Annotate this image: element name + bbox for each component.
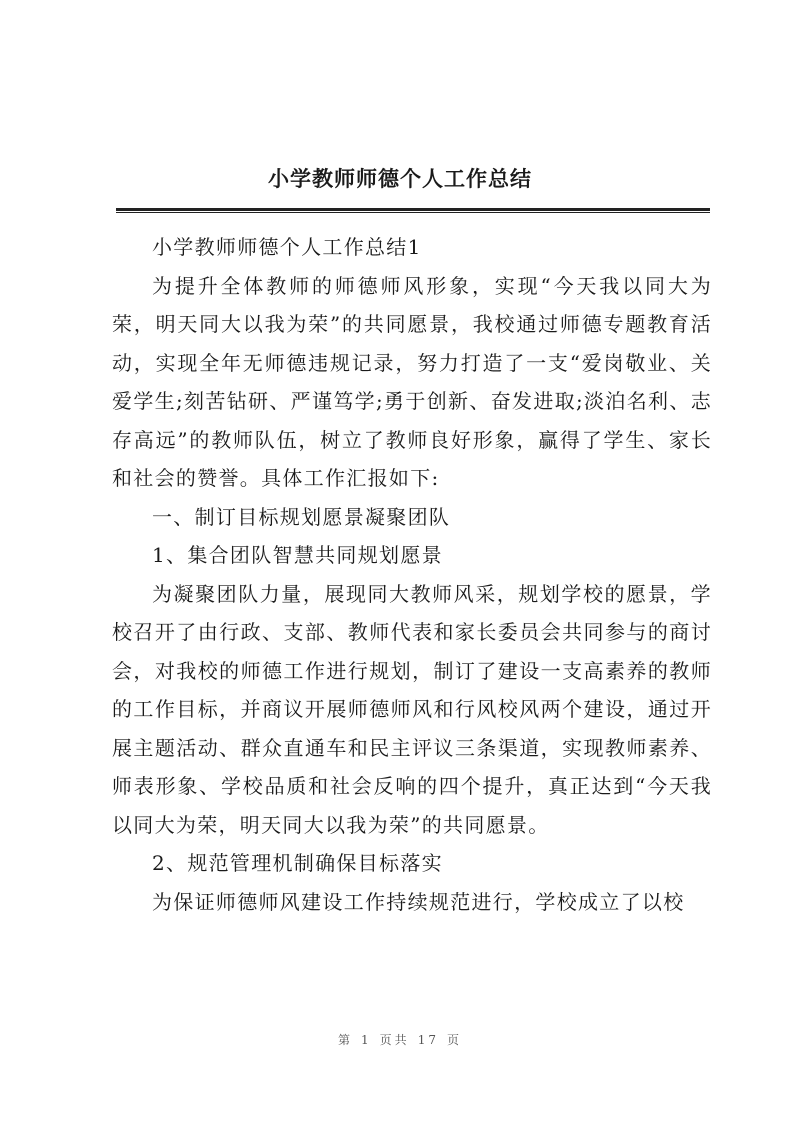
- section-heading: 一、制订目标规划愿景凝聚团队: [152, 504, 451, 529]
- current-page-number: 1: [361, 1033, 372, 1047]
- body-paragraph: 为保证师德师风建设工作持续规范进行，学校成立了以校: [152, 889, 685, 914]
- subsection-heading: 2、规范管理机制确保目标落实: [152, 851, 443, 875]
- title-divider: [116, 208, 710, 213]
- total-pages-number: 17: [417, 1033, 439, 1047]
- section-heading: 小学教师师德个人工作总结1: [152, 235, 422, 259]
- document-body: [112, 228, 712, 921]
- page-footer: [0, 1031, 800, 1049]
- footer-middle: 页共: [379, 1033, 410, 1047]
- footer-prefix: 第: [338, 1033, 354, 1047]
- document-title: 小学教师师德个人工作总结: [268, 166, 532, 191]
- body-paragraph: 为凝聚团队力量，展现同大教师风采，规划学校的愿景，学校召开了由行政、支部、教师代表和家长委员会共同参与的商讨会，对我校的师德工作进行规划，制订了建设一支高素养的教师的工作目标，并商议开展师德师风和行风校风两个建设，通过开展主题活动、群众直通车和民主评议三条渠道，实现教师素养、师表形象、学校品质和社会反响的四个提升，真正达到“今天我以同大为荣，明天同大以我为荣”的共同愿景。: [112, 581, 712, 837]
- subsection-heading: 1、集合团队智慧共同规划愿景: [152, 543, 443, 567]
- body-paragraph: 为提升全体教师的师德师风形象，实现“今天我以同大为荣，明天同大以我为荣”的共同愿景，我校通过师德专题教育活动，实现全年无师德违规记录，努力打造了一支“爱岗敬业、关爱学生;刻苦钻研、严谨笃学;勇于创新、奋发进取;淡泊名利、志存高远”的教师队伍，树立了教师良好形象，赢得了学生、家长和社会的赞誉。具体工作汇报如下:: [112, 273, 712, 490]
- footer-suffix: 页: [446, 1033, 462, 1047]
